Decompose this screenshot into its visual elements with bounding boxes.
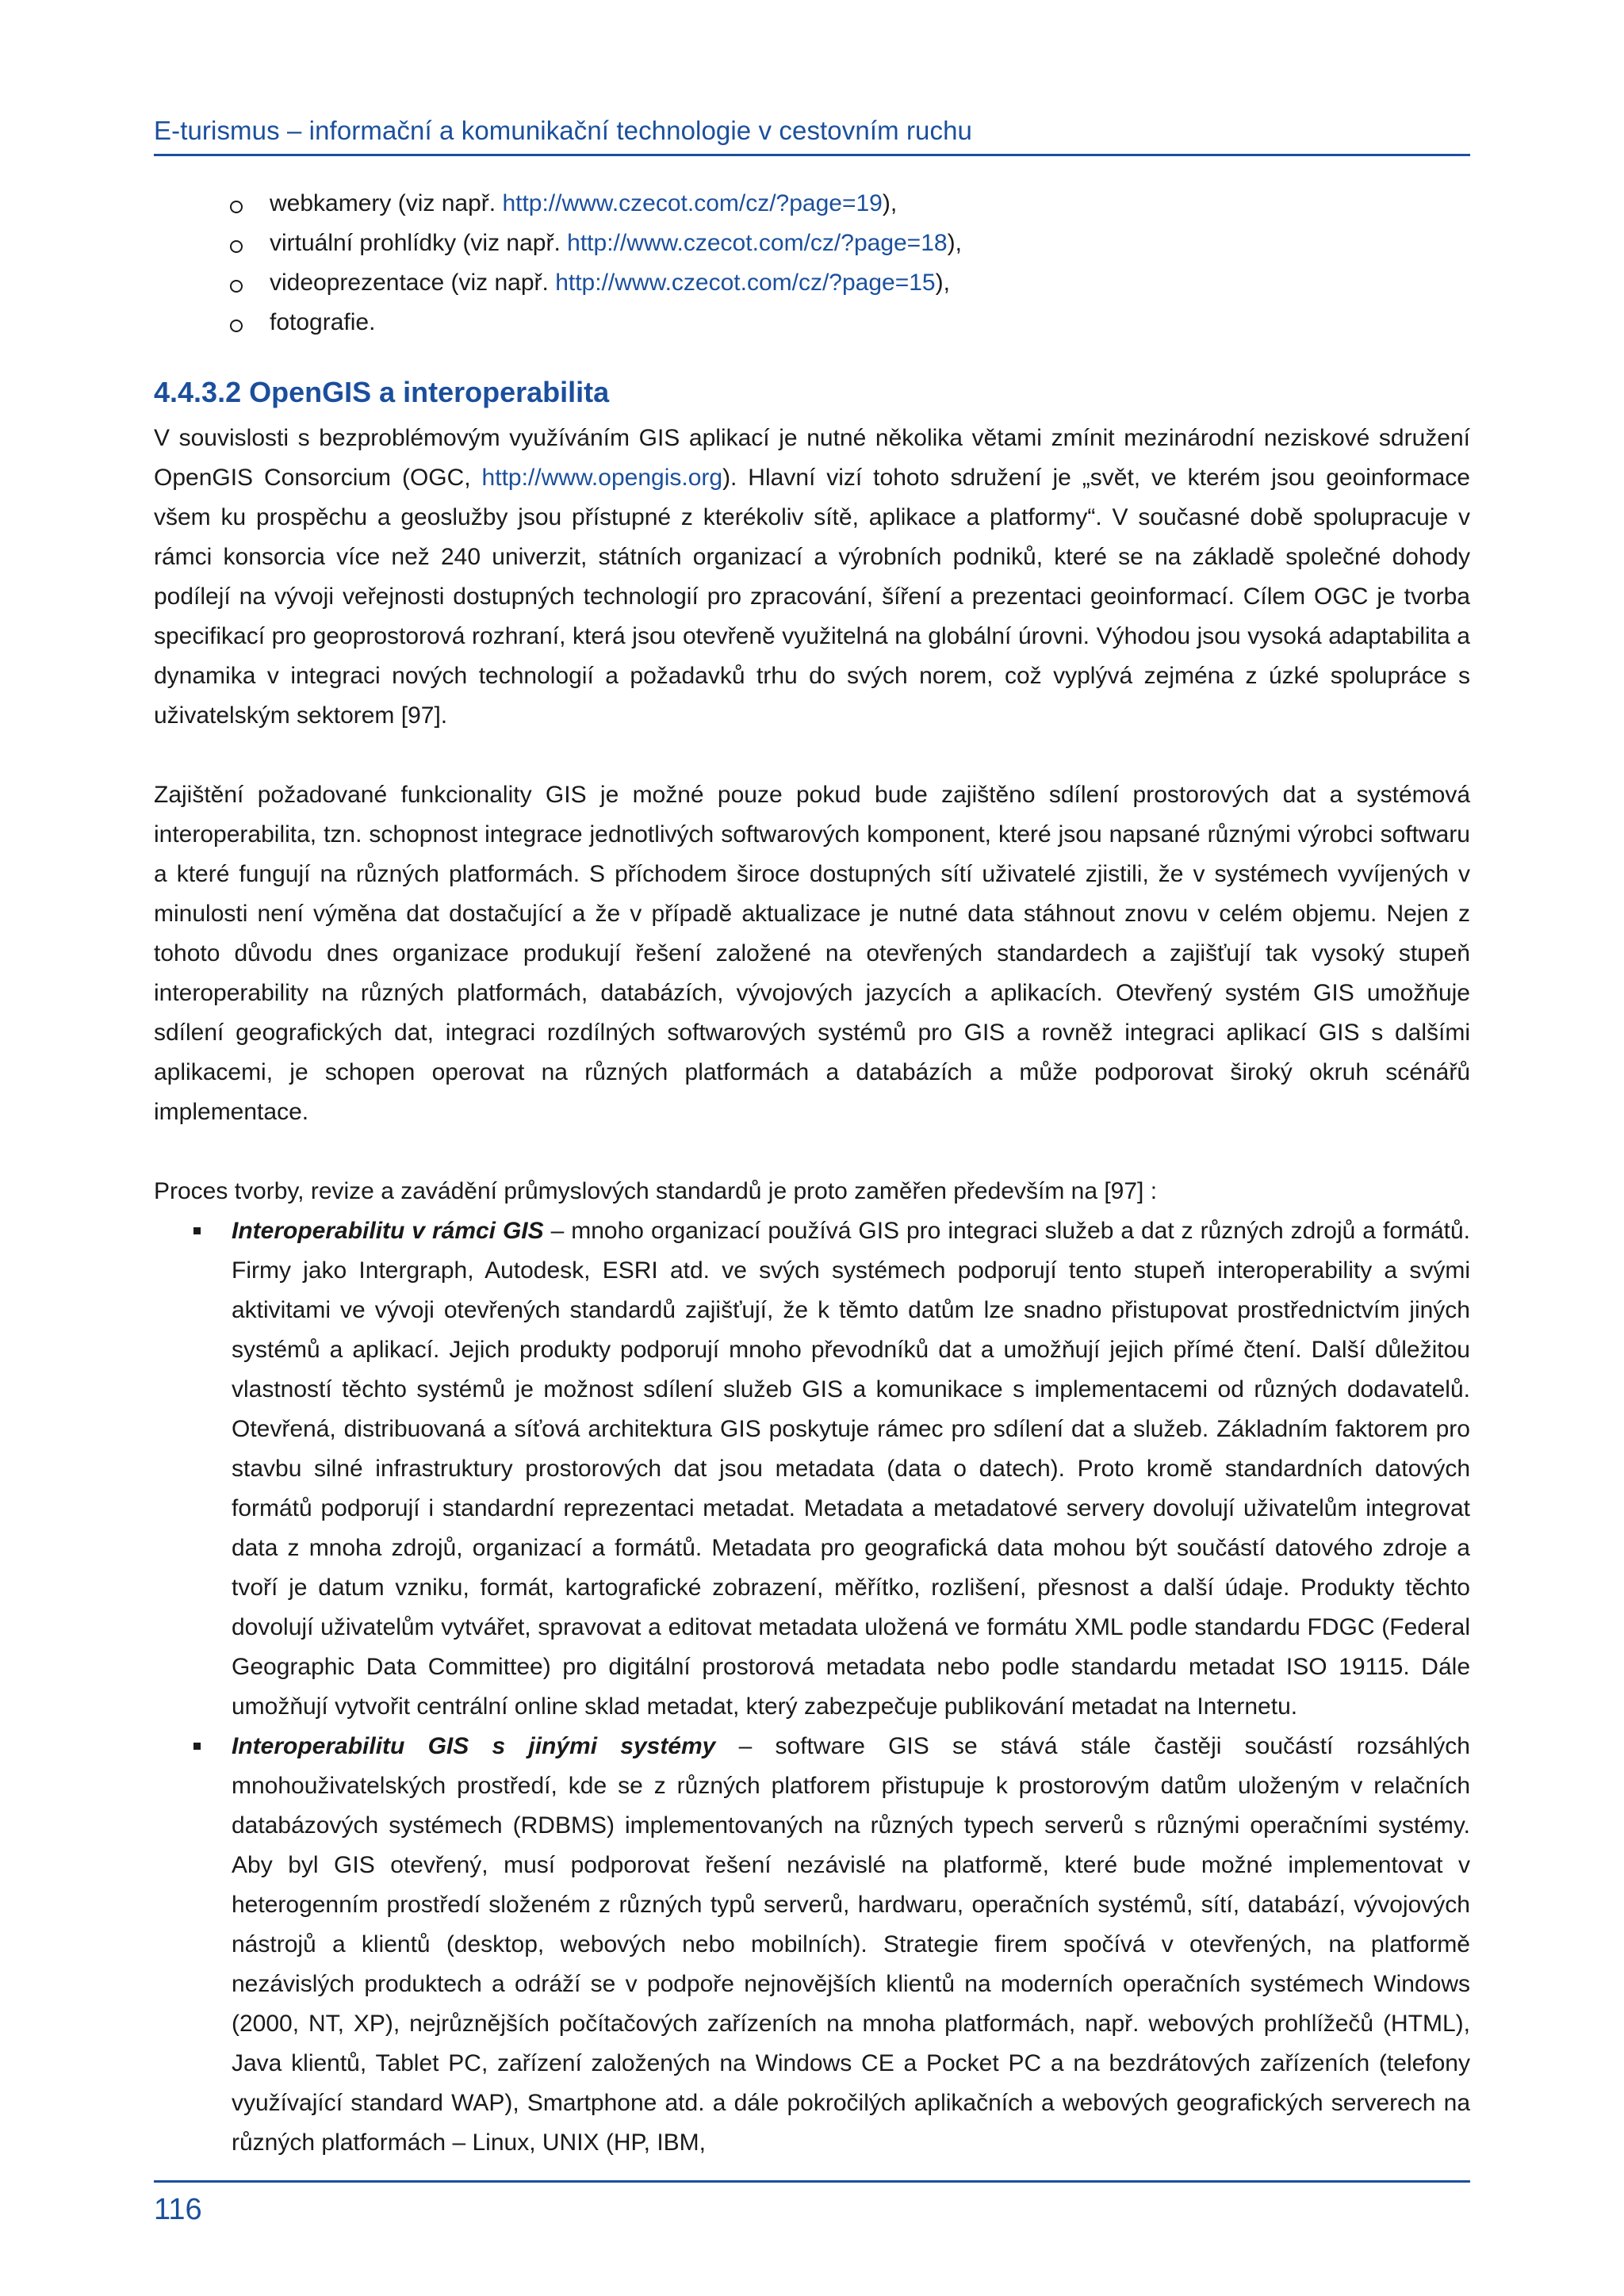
page-number: 116 <box>154 2193 202 2226</box>
list-item <box>154 263 1470 303</box>
list-item-text: videoprezentace (viz např. <box>270 270 556 296</box>
list-item-suffix: ), <box>947 230 962 256</box>
circle-bullet-icon <box>230 280 243 293</box>
list-item-suffix: ), <box>935 270 950 296</box>
list-item <box>154 184 1470 224</box>
list-item-text: webkamery (viz např. <box>270 190 503 216</box>
running-header: E-turismus – informační a komunikační technologie v cestovním ruchu <box>154 116 972 145</box>
paragraph-ogc <box>154 419 1470 736</box>
list-item-link[interactable]: http://www.czecot.com/cz/?page=18 <box>567 230 948 256</box>
circle-bullet-icon <box>230 240 243 253</box>
list-item-link[interactable]: http://www.czecot.com/cz/?page=15 <box>555 270 936 296</box>
list-item-text: fotografie. <box>270 309 376 335</box>
paragraph-standards-intro: Proces tvorby, revize a zavádění průmyslových standardů je proto zaměřen především na [97] : <box>154 1178 1158 1204</box>
list-item-term: Interoperabilitu GIS s jinými systémy <box>232 1733 716 1759</box>
paragraph-text: ). Hlavní vizí tohoto sdružení je „svět, ve kterém jsou geoinformace všem ku prospěchu a geoslužby jsou přístupné z kterékoliv sítě, aplikace a platformy“. V současné době spolupracuje v rámci konsorcia více než 240 univerzit, státních organizací a výrobních podniků, které se na základě společné dohody podílejí na vývoji veřejnosti dostupných technologií pro zpracování, šíření a prezentaci geoinformací. Cílem OGC je tvorba specifikací pro geoprostorová rozhraní, která jsou otevřeně využitelná na globální úrovni. Výhodou jsou vysoká adaptabilita a dynamika v integraci nových technologií a požadavků trhu do svých norem, což vyplývá zejména z úzké spolupráce s uživatelským sektorem [97]. <box>154 465 1470 729</box>
list-item <box>154 1727 1470 2163</box>
header-rule <box>154 154 1470 156</box>
square-bullet-icon <box>193 1743 201 1750</box>
list-item-text: virtuální prohlídky (viz např. <box>270 230 568 256</box>
list-item-term: Interoperabilitu v rámci GIS <box>232 1218 544 1244</box>
list-item <box>154 1211 1470 1727</box>
square-bullet-icon <box>193 1227 201 1234</box>
list-item <box>154 224 1470 263</box>
list-item-link[interactable]: http://www.czecot.com/cz/?page=19 <box>502 190 883 216</box>
paragraph-interoperability: Zajištění požadované funkcionality GIS je možné pouze pokud bude zajištěno sdílení prostorových dat a systémová interoperabilita, tzn. schopnost integrace jednotlivých softwarových komponent, které jsou napsané různými výrobci softwaru a které fungují na různých platformách. S příchodem široce dostupných sítí uživatelé zjistili, že v systémech vyvíjených v minulosti není výměna dat dostačující a že v případě aktualizace je nutné data stáhnout znovu v celém objemu. Nejen z tohoto důvodu dnes organizace produkují řešení založené na otevřených standardech a zajišťují tak vysoký stupeň interoperability na různých platformách, databázích, vývojových jazycích a aplikacích. Otevřený systém GIS umožňuje sdílení geografických dat, integraci rozdílných softwarových systémů pro GIS a rovněž integraci aplikací GIS s dalšími aplikacemi, je schopen operovat na různých platformách a databázích a může podporovat široký okruh scénářů implementace. <box>154 782 1470 1125</box>
circle-bullet-icon <box>230 201 243 213</box>
list-item-text: – mnoho organizací používá GIS pro integraci služeb a dat z různých zdrojů a formátů. Firmy jako Intergraph, Autodesk, ESRI atd. ve svých systémech podporují tento stupeň interoperability a svými aktivitami ve vývoji otevřených standardů zajišťují, že k těmto datům lze snadno přistupovat prostřednictvím jiných systémů a aplikací. Jejich produkty podporují mnoho převodníků dat a umožňují jejich přímé čtení. Další důležitou vlastností těchto systémů je možnost sdílení služeb GIS a komunikace s implementacemi od různých dodavatelů. Otevřená, distribuovaná a síťová architektura GIS poskytuje rámec pro sdílení dat a služeb. Základním faktorem pro stavbu silné infrastruktury prostorových dat jsou metadata (data o datech). Proto kromě standardních datových formátů podporují i standardní reprezentaci metadat. Metadata a metadatové servery dovolují uživatelům integrovat data z mnoha zdrojů, organizací a formátů. Metadata pro geografická data mohou být součástí datového zdroje a tvoří je datum vzniku, formát, kartografické zobrazení, měřítko, rozlišení, přesnost a další údaje. Produkty těchto dovolují uživatelům vytvářet, spravovat a editovat metadata uložená ve formátu XML podle standardu FDGC (Federal Geographic Data Committee) pro digitální prostorová metadata nebo podle standardu metadat ISO 19115. Dále umožňují vytvořit centrální online sklad metadat, který zabezpečuje publikování metadat na Internetu. <box>232 1218 1470 1720</box>
list-item-suffix: ), <box>882 190 898 216</box>
page-content <box>154 184 1470 2163</box>
opengis-link[interactable]: http://www.opengis.org <box>481 465 723 491</box>
circle-bullet-icon <box>230 320 243 332</box>
paragraph-text: V souvislosti s bezproblémovým využíváním GIS aplikací je nutné několika větami zmínit mezinárodní neziskové sdružení OpenGIS Consorcium (OGC, <box>154 425 1470 491</box>
standards-list <box>154 1211 1470 2163</box>
footer-rule <box>154 2180 1470 2183</box>
list-item-text: – software GIS se stává stále častěji součástí rozsáhlých mnohouživatelských prostředí, kde se z různých platforem přistupuje k prostorovým datům uloženým v relačních databázových systémech (RDBMS) implementovaných na různých typech serverů s různými operačními systémy. Aby byl GIS otevřený, musí podporovat řešení nezávislé na platformě, které bude možné implementovat v heterogenním prostředí složeném z různých typů serverů, hardwaru, operačních systémů, sítí, databází, vývojových nástrojů a klientů (desktop, webových nebo mobilních). Strategie firem spočívá v otevřených, na platformě nezávislých produktech a odráží se v podpoře nejnovějších klientů na moderních operačních systémech Windows (2000, NT, XP), nejrůznějších počítačových zařízeních na mnoha platformách, např. webových prohlížečů (HTML), Java klientů, Tablet PC, zařízení založených na Windows CE a Pocket PC a na bezdrátových zařízeních (telefony využívající standard WAP), Smartphone atd. a dále pokročilých aplikačních a webových geografických serverech na různých platformách – Linux, UNIX (HP, IBM, <box>232 1733 1470 2156</box>
section-heading: 4.4.3.2 OpenGIS a interoperabilita <box>154 376 610 408</box>
media-list <box>154 184 1470 342</box>
list-item <box>154 303 1470 342</box>
